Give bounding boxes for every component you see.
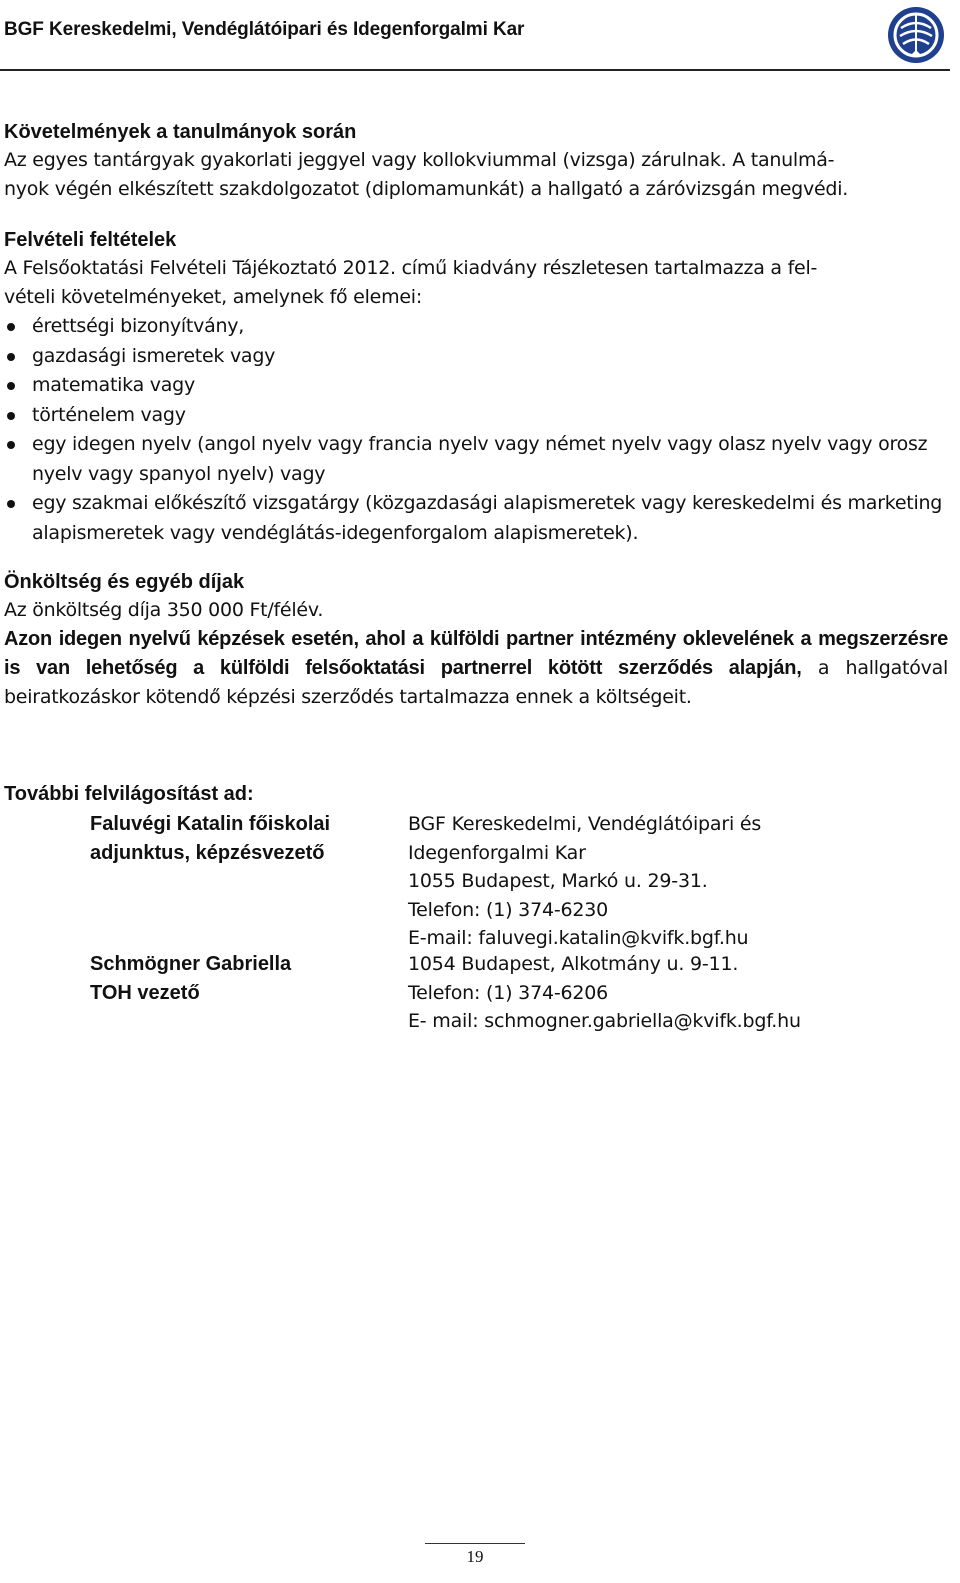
admission-heading: Felvételi feltételek — [4, 229, 177, 251]
contact-1-name: Faluvégi Katalin főiskolai — [90, 813, 331, 835]
contact-2-name: Schmögner Gabriella — [90, 953, 292, 975]
header-title: BGF Kereskedelmi, Vendéglátóipari és Idegenforgalmi Kar — [4, 19, 525, 40]
contact-1-address: 1055 Budapest, Markó u. 29-31. — [408, 870, 708, 892]
admission-requirements-list — [4, 312, 948, 548]
contact-section — [4, 780, 948, 1040]
bullet-icon — [7, 441, 15, 449]
requirements-line-2: nyok végén elkészített szakdolgozatot (diplomamunkát) a hallgató a záróvizsgán megvédi. — [4, 178, 849, 200]
fees-rest-text: a hallgatóval beiratkozáskor kötendő képzési szerződés tartalmazza ennek a költségeit. — [4, 657, 948, 708]
bgf-globe-logo-icon — [887, 6, 945, 64]
fees-bold-text: Azon idegen nyelvű képzések esetén, ahol a külföldi partner intézmény oklevelének a megszerzésre is van lehetőség a külföldi felsőoktatási partnerrel kötött szerződés alapján, — [4, 628, 948, 679]
contact-1-org-2: Idegenforgalmi Kar — [408, 841, 586, 864]
contact-person-1 — [4, 808, 948, 950]
contact-1-phone: Telefon: (1) 374-6230 — [408, 898, 609, 921]
requirements-line-1: Az egyes tantárgyak gyakorlati jeggyel vagy kollokviummal (vizsga) zárulnak. A tanulmá- — [4, 149, 835, 171]
admission-line-2: vételi követelményeket, amelynek fő elemei: — [4, 286, 422, 308]
bullet-icon — [7, 500, 15, 508]
contact-lead: További felvilágosítást ad: — [4, 783, 254, 805]
list-item: gazdasági ismeretek vagy — [4, 342, 948, 372]
list-item: matematika vagy — [4, 371, 948, 401]
bullet-icon — [7, 382, 15, 390]
contact-1-org-1: BGF Kereskedelmi, Vendéglátóipari és — [408, 813, 762, 835]
contact-2-email[interactable]: E- mail: schmogner.gabriella@kvifk.bgf.hu — [408, 1010, 801, 1032]
fees-paragraph — [4, 625, 948, 712]
fees-heading: Önköltség és egyéb díjak — [4, 571, 245, 593]
list-item: érettségi bizonyítvány, — [4, 312, 948, 342]
contact-2-role: TOH vezető — [90, 981, 200, 1004]
bullet-icon — [7, 323, 15, 331]
list-item: egy idegen nyelv (angol nyelv vagy francia nyelv vagy német nyelv vagy olasz nyelv vagy orosz nyelv vagy spanyol nyelv) vagy — [4, 430, 948, 489]
main-content — [4, 118, 948, 712]
contact-2-address: 1054 Budapest, Alkotmány u. 9-11. — [408, 953, 739, 975]
footer-rule — [425, 1543, 525, 1544]
contact-1-role: adjunktus, képzésvezető — [90, 841, 325, 864]
contact-person-2 — [4, 950, 948, 1040]
list-item: történelem vagy — [4, 401, 948, 431]
bullet-icon — [7, 353, 15, 361]
page-number: 19 — [466, 1547, 484, 1566]
list-item: egy szakmai előkészítő vizsgatárgy (közgazdasági alapismeretek vagy kereskedelmi és marketing alapismeretek vagy vendéglátás-idegenforgalom alapismeretek). — [4, 489, 948, 548]
fees-line-1: Az önköltség díja 350 000 Ft/félév. — [4, 599, 324, 621]
bullet-icon — [7, 412, 15, 420]
contact-2-phone: Telefon: (1) 374-6206 — [408, 981, 609, 1004]
contact-1-email[interactable]: E-mail: faluvegi.katalin@kvifk.bgf.hu — [408, 927, 749, 949]
requirements-heading: Követelmények a tanulmányok során — [4, 121, 357, 143]
page-header — [0, 0, 950, 71]
admission-line-1: A Felsőoktatási Felvételi Tájékoztató 2012. című kiadvány részletesen tartalmazza a fel- — [4, 257, 818, 279]
